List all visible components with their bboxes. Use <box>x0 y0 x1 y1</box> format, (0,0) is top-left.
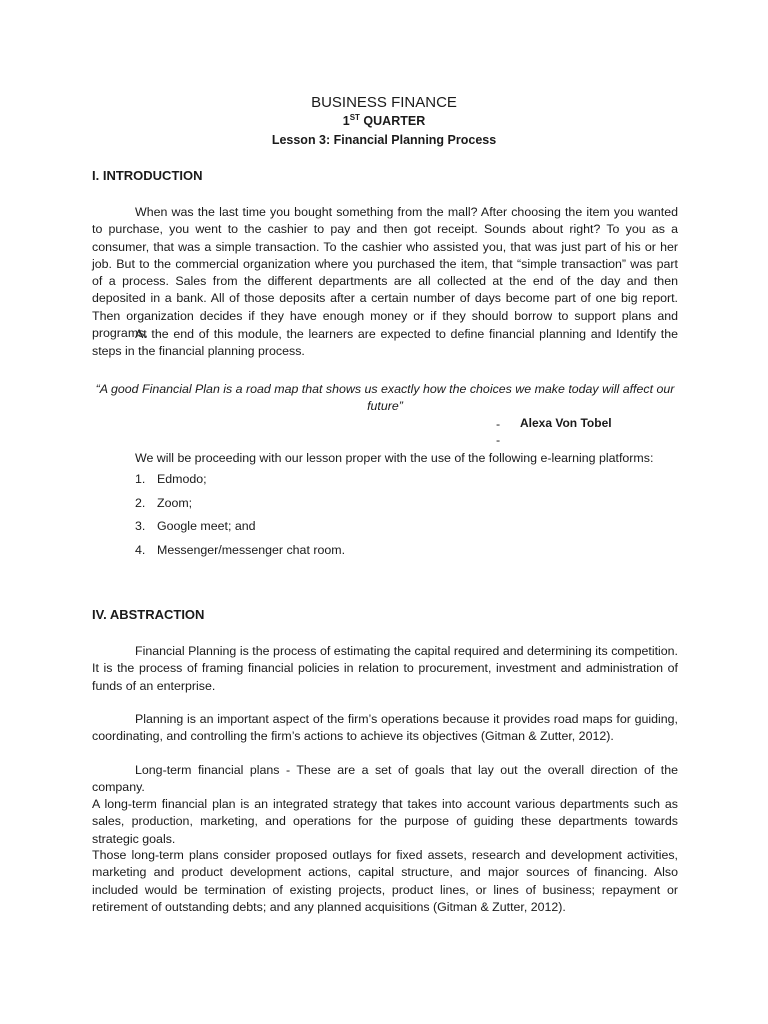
introduction-paragraph-1: When was the last time you bought something from the mall? After choosing the item you wanted to purchase, you went to the cashier to pay and then got receipt. Sounds about right? To you as a consumer, that was a simple transaction. To the cashier who assisted you, that was just part of his or her job. But to the commercial organization where you purchased the item, that “simple transaction” was part of a process. Sales from the different departments are all collected at the end of the day and then deposited in a bank. All of those deposits after a certain number of days become part of one big report. Then organization decides if they have enough money or if they should borrow to support plans and programs. <box>92 205 678 341</box>
abstraction-heading: IV. ABSTRACTION <box>92 607 205 622</box>
author-dash: - <box>496 417 501 431</box>
quote-author: Alexa Von Tobel <box>520 416 612 430</box>
introduction-heading: I. INTRODUCTION <box>92 168 203 183</box>
author-dash-2: - <box>496 433 501 447</box>
platforms-list <box>135 468 345 562</box>
document-title: BUSINESS FINANCE <box>311 94 457 111</box>
quarter-suffix: ST <box>349 113 360 122</box>
platforms-intro: We will be proceeding with our lesson proper with the use of the following e-learning platforms: <box>135 451 654 465</box>
abstraction-paragraph-5: Those long-term plans consider proposed outlays for fixed assets, research and development activities, marketing and product development actions, capital structure, and major sources of financing. Also included would be termination of existing projects, product lines, or lines of business; repayment or retirement of outstanding debts; and any planned acquisitions (Gitman & Zutter, 2012). <box>92 848 678 914</box>
quarter-number: 1 <box>342 114 350 128</box>
abstraction-paragraph-2: Planning is an important aspect of the firm’s operations because it provides road maps for guiding, coordinating, and controlling the firm’s actions to achieve its objectives (Gitman & Zutter, 2012). <box>92 712 678 744</box>
list-item: 2. Zoom; <box>135 495 193 510</box>
abstraction-paragraph-1: Financial Planning is the process of estimating the capital required and determining its competition. It is the process of framing financial policies in relation to procurement, investment and administration of funds of an enterprise. <box>92 644 678 693</box>
abstraction-paragraph-3: Long-term financial plans - These are a set of goals that lay out the overall direction of the company. <box>92 763 678 795</box>
quote-text: “A good Financial Plan is a road map that shows us exactly how the choices we make today will affect our future” <box>95 382 675 414</box>
quarter-label <box>0 113 768 129</box>
list-item: 3. Google meet; and <box>135 519 256 534</box>
abstraction-paragraph-4: A long-term financial plan is an integrated strategy that takes into account various departments such as sales, production, marketing, and operations for the purpose of guiding these departments towards strategic goals. <box>92 797 678 846</box>
introduction-paragraph-2: At the end of this module, the learners are expected to define financial planning and Identify the steps in the financial planning process. <box>92 327 678 359</box>
lesson-title: Lesson 3: Financial Planning Process <box>271 133 497 147</box>
list-item: 4. Messenger/messenger chat room. <box>135 542 346 557</box>
quarter-word: QUARTER <box>363 114 426 128</box>
list-item: 1. Edmodo; <box>135 472 207 486</box>
